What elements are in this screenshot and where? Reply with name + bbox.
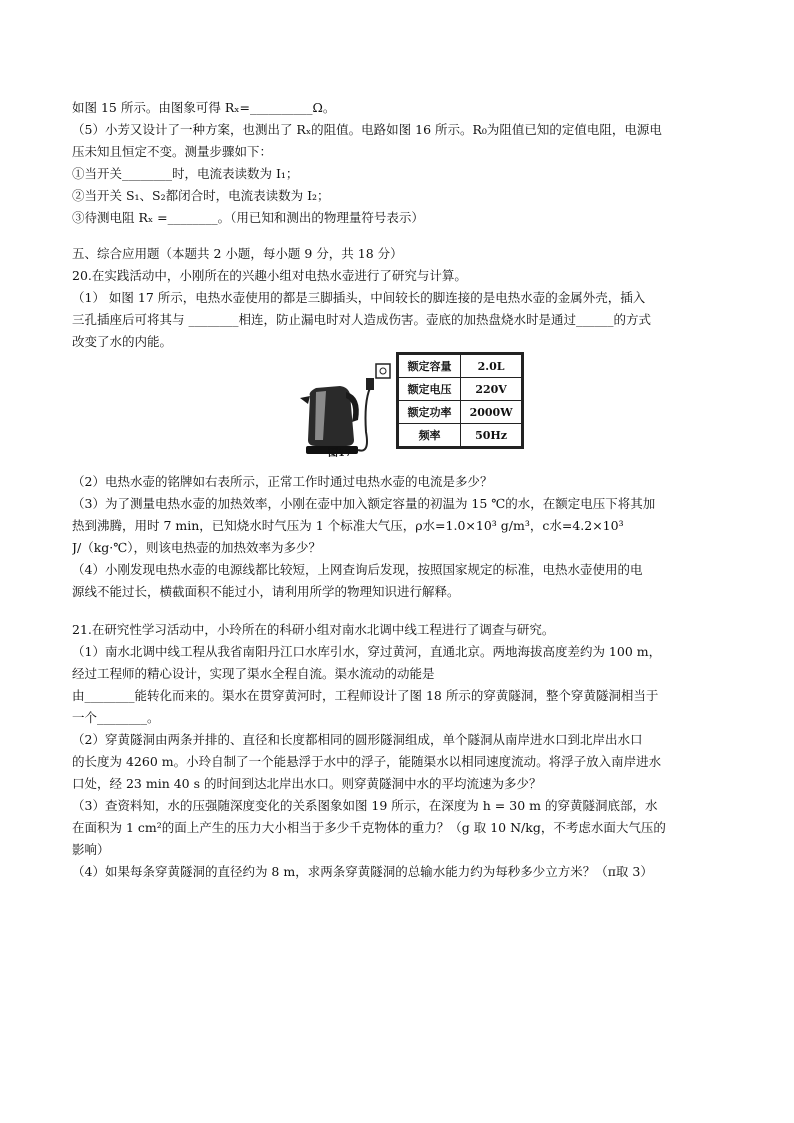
text-line: （1）南水北调中线工程从我省南阳丹江口水库引水，穿过黄河，直通北京。两地海拔高度差约为 100 m， <box>72 644 662 659</box>
text-line: 源线不能过长，横截面积不能过小，请利用所学的物理知识进行解释。 <box>72 584 460 599</box>
text-line: （3）查资料知，水的压强随深度变化的关系图象如图 19 所示，在深度为 h = 30 m 的穿黄隧洞底部，水 <box>72 798 658 813</box>
text-line: （5）小芳又设计了一种方案，也测出了 Rₓ的阻值。电路如图 16 所示。R₀为阻值已知的定值电阻，电源电 <box>72 122 662 137</box>
text-line: （3）为了测量电热水壶的加热效率，小刚在壶中加入额定容量的初温为 15 ℃的水，在额定电压下将其加 <box>72 496 656 511</box>
spec-name: 额定功率 <box>399 401 461 424</box>
text-line: 20.在实践活动中，小刚所在的兴趣小组对电热水壶进行了研究与计算。 <box>72 268 467 283</box>
table-row <box>399 401 522 424</box>
spec-value: 2000W <box>461 401 522 424</box>
text-line: ②当开关 S₁、S₂都闭合时，电流表读数为 I₂； <box>72 188 330 203</box>
text-line: （1） 如图 17 所示，电热水壶使用的都是三脚插头，中间较长的脚连接的是电热水壶的金属外壳，插入 <box>72 290 646 305</box>
spec-name: 额定容量 <box>399 355 461 378</box>
text-line: ①当开关________时，电流表读数为 I₁； <box>72 166 299 181</box>
text-line: 口处，经 23 min 40 s 的时间到达北岸出水口。则穿黄隧洞中水的平均流速为多少？ <box>72 776 542 791</box>
text-line: J/（kg·℃），则该电热壶的加热效率为多少？ <box>72 540 322 555</box>
text-line: 21.在研究性学习活动中，小玲所在的科研小组对南水北调中线工程进行了调查与研究。 <box>72 622 555 637</box>
text-line: 热到沸腾，用时 7 min，已知烧水时气压为 1 个标准大气压，ρ水=1.0×10³ g/m³，c水=4.2×10³ <box>72 518 624 533</box>
text-line: 在面积为 1 cm²的面上产生的压力大小相当于多少千克物体的重力？（g 取 10 N/kg，不考虑水面大气压的 <box>72 820 666 835</box>
text-line: 改变了水的内能。 <box>72 334 173 349</box>
text-line: 由________能转化而来的。渠水在贯穿黄河时，工程师设计了图 18 所示的穿黄隧洞，整个穿黄隧洞相当于 <box>72 688 659 703</box>
text-line: 如图 15 所示。由图象可得 Rₓ=__________Ω。 <box>72 100 336 115</box>
text-line: 三孔插座后可将其与 ________相连，防止漏电时对人造成伤害。壶底的加热盘烧水时是通过______的方式 <box>72 312 651 327</box>
text-line: 一个________。 <box>72 710 160 725</box>
nameplate-table <box>396 352 524 449</box>
text-line: 影响） <box>72 842 110 857</box>
text-line: 五、综合应用题（本题共 2 小题，每小题 9 分，共 18 分） <box>72 246 403 261</box>
spec-value: 50Hz <box>461 424 522 447</box>
text-line: （4）小刚发现电热水壶的电源线都比较短，上网查询后发现，按照国家规定的标准，电热水壶使用的电 <box>72 562 643 577</box>
text-line: 经过工程师的精心设计，实现了渠水全程自流。渠水流动的动能是 <box>72 666 435 681</box>
text-line: （2）穿黄隧洞由两条并排的、直径和长度都相同的圆形隧洞组成，单个隧洞从南岸进水口到北岸出水口 <box>72 732 643 747</box>
spec-value: 220V <box>461 378 522 401</box>
figure-17-label: 图17 <box>328 448 352 459</box>
table-row <box>399 424 522 447</box>
table-row <box>399 355 522 378</box>
figure-17 <box>296 352 526 462</box>
text-line: （4）如果每条穿黄隧洞的直径约为 8 m，求两条穿黄隧洞的总输水能力约为每秒多少立方米？（π取 3） <box>72 864 653 879</box>
spec-name: 频率 <box>399 424 461 447</box>
text-line: ③待测电阻 Rₓ =________。（用已知和测出的物理量符号表示） <box>72 210 424 225</box>
text-line: 压未知且恒定不变。测量步骤如下： <box>72 144 273 159</box>
text-line: （2）电热水壶的铭牌如右表所示，正常工作时通过电热水壶的电流是多少？ <box>72 474 493 489</box>
spec-value: 2.0L <box>461 355 522 378</box>
table-row <box>399 378 522 401</box>
spec-name: 额定电压 <box>399 378 461 401</box>
text-line: 的长度为 4260 m。小玲自制了一个能悬浮于水中的浮子，能随渠水以相同速度流动。将浮子放入南岸进水 <box>72 754 662 769</box>
